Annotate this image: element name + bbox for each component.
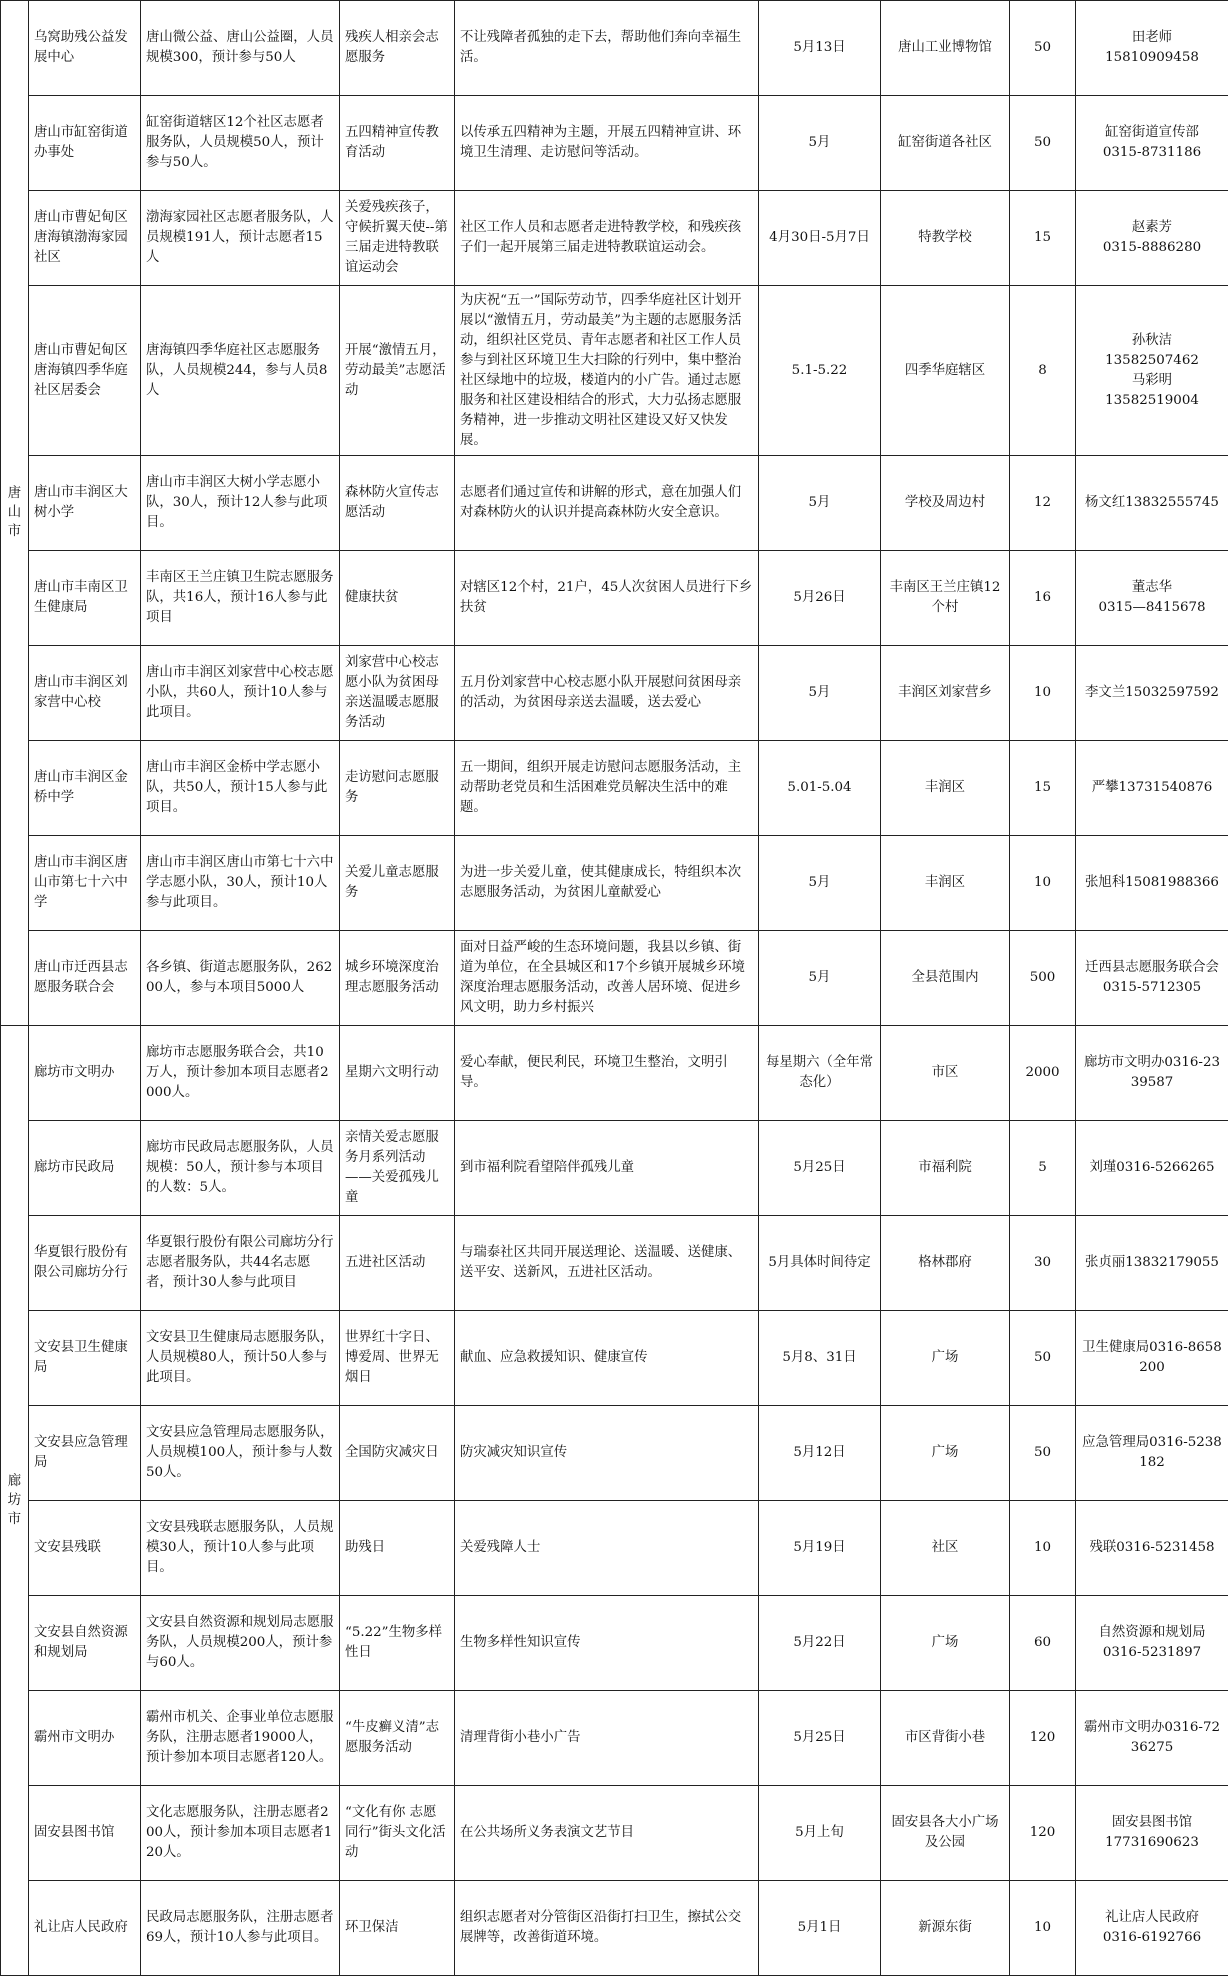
team-cell: 唐山市丰润区唐山市第七十六中学志愿小队，30人，预计10人参与此项目。 <box>141 836 340 931</box>
team-cell: 唐山市丰润区大树小学志愿小队，30人，预计12人参与此项目。 <box>141 456 340 551</box>
contact-cell: 董志华 0315—8415678 <box>1076 551 1228 646</box>
content-cell: 防灾减灾知识宣传 <box>455 1406 759 1501</box>
table-row <box>1 1121 1228 1216</box>
time-cell: 5月具体时间待定 <box>759 1216 881 1311</box>
count-cell: 8 <box>1010 286 1076 456</box>
contact-cell: 卫生健康局0316-8658200 <box>1076 1311 1228 1406</box>
content-cell: 在公共场所义务表演文艺节目 <box>455 1786 759 1881</box>
org-cell: 廊坊市民政局 <box>29 1121 141 1216</box>
project-cell: 城乡环境深度治理志愿服务活动 <box>340 931 455 1026</box>
content-cell: 社区工作人员和志愿者走进特教学校，和残疾孩子们一起开展第三届走进特教联谊运动会。 <box>455 191 759 286</box>
count-cell: 16 <box>1010 551 1076 646</box>
project-cell: 刘家营中心校志愿小队为贫困母亲送温暖志愿服务活动 <box>340 646 455 741</box>
org-cell: 唐山市曹妃甸区唐海镇四季华庭社区居委会 <box>29 286 141 456</box>
time-cell: 5.01-5.04 <box>759 741 881 836</box>
project-cell: 森林防火宣传志愿活动 <box>340 456 455 551</box>
project-cell: 关爱残疾孩子，守候折翼天使--第三届走进特教联谊运动会 <box>340 191 455 286</box>
place-cell: 社区 <box>881 1501 1010 1596</box>
contact-cell: 张旭科15081988366 <box>1076 836 1228 931</box>
table-row <box>1 1691 1228 1786</box>
content-cell: 组织志愿者对分管街区沿街打扫卫生，擦拭公交展牌等，改善街道环境。 <box>455 1881 759 1976</box>
team-cell: 廊坊市志愿服务联合会，共10万人，预计参加本项目志愿者2000人。 <box>141 1026 340 1121</box>
project-cell: 全国防灾减灾日 <box>340 1406 455 1501</box>
table-row <box>1 1501 1228 1596</box>
contact-cell: 残联0316-5231458 <box>1076 1501 1228 1596</box>
place-cell: 新源东街 <box>881 1881 1010 1976</box>
contact-cell: 缸窑街道宣传部 0315-8731186 <box>1076 96 1228 191</box>
city-label: 廊坊市 <box>7 1473 22 1527</box>
time-cell: 5月 <box>759 646 881 741</box>
place-cell: 广场 <box>881 1406 1010 1501</box>
table-row <box>1 191 1228 286</box>
org-cell: 文安县卫生健康局 <box>29 1311 141 1406</box>
contact-cell: 赵素芳 0315-8886280 <box>1076 191 1228 286</box>
place-cell: 丰润区 <box>881 836 1010 931</box>
count-cell: 50 <box>1010 1 1076 96</box>
table-row <box>1 1596 1228 1691</box>
contact-cell: 迁西县志愿服务联合会 0315-5712305 <box>1076 931 1228 1026</box>
contact-cell: 孙秋洁 13582507462 马彩明 13582519004 <box>1076 286 1228 456</box>
count-cell: 10 <box>1010 646 1076 741</box>
table-row <box>1 456 1228 551</box>
project-cell: 环卫保洁 <box>340 1881 455 1976</box>
count-cell: 60 <box>1010 1596 1076 1691</box>
time-cell: 5月25日 <box>759 1121 881 1216</box>
project-cell: 助残日 <box>340 1501 455 1596</box>
org-cell: 唐山市丰润区刘家营中心校 <box>29 646 141 741</box>
count-cell: 10 <box>1010 1881 1076 1976</box>
team-cell: 缸窑街道辖区12个社区志愿者服务队，人员规模50人，预计参与50人。 <box>141 96 340 191</box>
time-cell: 5月19日 <box>759 1501 881 1596</box>
contact-cell: 张贞丽13832179055 <box>1076 1216 1228 1311</box>
place-cell: 格林郡府 <box>881 1216 1010 1311</box>
project-cell: 五进社区活动 <box>340 1216 455 1311</box>
project-cell: 关爱儿童志愿服务 <box>340 836 455 931</box>
table-row <box>1 646 1228 741</box>
time-cell: 5月26日 <box>759 551 881 646</box>
content-cell: 为庆祝“五一”国际劳动节，四季华庭社区计划开展以“激情五月，劳动最美”为主题的志愿服务活动，组织社区党员、青年志愿者和社区工作人员参与到社区环境卫生大扫除的行列中，集中整治社区绿地中的垃圾，楼道内的小广告。通过志愿服务和社区建设相结合的形式，大力弘扬志愿服务精神，进一步推动文明社区建设又好又快发展。 <box>455 286 759 456</box>
time-cell: 5月1日 <box>759 1881 881 1976</box>
city-cell <box>1 1026 29 1976</box>
team-cell: 文安县残联志愿服务队，人员规模30人，预计10人参与此项目。 <box>141 1501 340 1596</box>
count-cell: 12 <box>1010 456 1076 551</box>
count-cell: 120 <box>1010 1691 1076 1786</box>
org-cell: 文安县残联 <box>29 1501 141 1596</box>
table-row <box>1 1406 1228 1501</box>
count-cell: 50 <box>1010 1311 1076 1406</box>
count-cell: 10 <box>1010 1501 1076 1596</box>
table-row <box>1 1026 1228 1121</box>
org-cell: 唐山市丰润区大树小学 <box>29 456 141 551</box>
table-row <box>1 741 1228 836</box>
org-cell: 廊坊市文明办 <box>29 1026 141 1121</box>
table-row <box>1 1216 1228 1311</box>
place-cell: 特教学校 <box>881 191 1010 286</box>
contact-cell: 杨文红13832555745 <box>1076 456 1228 551</box>
table-row <box>1 551 1228 646</box>
table-row <box>1 1786 1228 1881</box>
time-cell: 5.1-5.22 <box>759 286 881 456</box>
contact-cell: 刘瑾0316-5266265 <box>1076 1121 1228 1216</box>
project-cell: 星期六文明行动 <box>340 1026 455 1121</box>
count-cell: 500 <box>1010 931 1076 1026</box>
table-row <box>1 836 1228 931</box>
content-cell: 五一期间，组织开展走访慰问志愿服务活动，主动帮助老党员和生活困难党员解决生活中的难题。 <box>455 741 759 836</box>
place-cell: 四季华庭辖区 <box>881 286 1010 456</box>
table-row <box>1 1881 1228 1976</box>
time-cell: 5月 <box>759 96 881 191</box>
city-label: 唐山市 <box>7 486 22 539</box>
time-cell: 5月13日 <box>759 1 881 96</box>
time-cell: 5月 <box>759 836 881 931</box>
table-row <box>1 1 1228 96</box>
team-cell: 渤海家园社区志愿者服务队，人员规模191人，预计志愿者15人 <box>141 191 340 286</box>
count-cell: 50 <box>1010 96 1076 191</box>
content-cell: 志愿者们通过宣传和讲解的形式，意在加强人们对森林防火的认识并提高森林防火安全意识。 <box>455 456 759 551</box>
contact-cell: 霸州市文明办0316-7236275 <box>1076 1691 1228 1786</box>
count-cell: 10 <box>1010 836 1076 931</box>
content-cell: 不让残障者孤独的走下去，帮助他们奔向幸福生活。 <box>455 1 759 96</box>
org-cell: 文安县应急管理局 <box>29 1406 141 1501</box>
table-body <box>1 1 1228 1976</box>
count-cell: 15 <box>1010 191 1076 286</box>
team-cell: 文安县卫生健康局志愿服务队，人员规模80人，预计50人参与此项目。 <box>141 1311 340 1406</box>
time-cell: 5月12日 <box>759 1406 881 1501</box>
place-cell: 市区背街小巷 <box>881 1691 1010 1786</box>
org-cell: 礼让店人民政府 <box>29 1881 141 1976</box>
place-cell: 唐山工业博物馆 <box>881 1 1010 96</box>
content-cell: 对辖区12个村，21户，45人次贫困人员进行下乡扶贫 <box>455 551 759 646</box>
project-cell: 走访慰问志愿服务 <box>340 741 455 836</box>
content-cell: 面对日益严峻的生态环境问题，我县以乡镇、街道为单位，在全县城区和17个乡镇开展城乡环境深度治理志愿服务活动，改善人居环境、促进乡风文明，助力乡村振兴 <box>455 931 759 1026</box>
project-cell: 健康扶贫 <box>340 551 455 646</box>
team-cell: 文安县自然资源和规划局志愿服务队，人员规模200人，预计参与60人。 <box>141 1596 340 1691</box>
team-cell: 文化志愿服务队，注册志愿者200人，预计参加本项目志愿者120人。 <box>141 1786 340 1881</box>
place-cell: 市区 <box>881 1026 1010 1121</box>
content-cell: 献血、应急救援知识、健康宣传 <box>455 1311 759 1406</box>
org-cell: 唐山市迁西县志愿服务联合会 <box>29 931 141 1026</box>
place-cell: 广场 <box>881 1596 1010 1691</box>
contact-cell: 严攀13731540876 <box>1076 741 1228 836</box>
org-cell: 霸州市文明办 <box>29 1691 141 1786</box>
content-cell: 五月份刘家营中心校志愿小队开展慰问贫困母亲的活动，为贫困母亲送去温暖，送去爱心 <box>455 646 759 741</box>
org-cell: 固安县图书馆 <box>29 1786 141 1881</box>
project-cell: 开展“激情五月，劳动最美”志愿活动 <box>340 286 455 456</box>
team-cell: 民政局志愿服务队，注册志愿者69人，预计10人参与此项目。 <box>141 1881 340 1976</box>
org-cell: 唐山市缸窑街道办事处 <box>29 96 141 191</box>
project-cell: 五四精神宣传教育活动 <box>340 96 455 191</box>
project-cell: “5.22”生物多样性日 <box>340 1596 455 1691</box>
team-cell: 唐海镇四季华庭社区志愿服务队，人员规模244，参与人员8人 <box>141 286 340 456</box>
org-cell: 唐山市丰润区唐山市第七十六中学 <box>29 836 141 931</box>
contact-cell: 应急管理局0316-5238182 <box>1076 1406 1228 1501</box>
time-cell: 5月8、31日 <box>759 1311 881 1406</box>
count-cell: 30 <box>1010 1216 1076 1311</box>
content-cell: 爱心奉献，便民利民，环境卫生整治，文明引导。 <box>455 1026 759 1121</box>
team-cell: 华夏银行股份有限公司廊坊分行志愿者服务队，共44名志愿者，预计30人参与此项目 <box>141 1216 340 1311</box>
contact-cell: 田老师 15810909458 <box>1076 1 1228 96</box>
count-cell: 50 <box>1010 1406 1076 1501</box>
contact-cell: 自然资源和规划局 0316-5231897 <box>1076 1596 1228 1691</box>
content-cell: 为进一步关爱儿童，使其健康成长，特组织本次志愿服务活动，为贫困儿童献爱心 <box>455 836 759 931</box>
team-cell: 文安县应急管理局志愿服务队，人员规模100人，预计参与人数50人。 <box>141 1406 340 1501</box>
place-cell: 广场 <box>881 1311 1010 1406</box>
time-cell: 4月30日-5月7日 <box>759 191 881 286</box>
project-cell: “文化有你 志愿同行”街头文化活动 <box>340 1786 455 1881</box>
table-row <box>1 931 1228 1026</box>
content-cell: 以传承五四精神为主题，开展五四精神宣讲、环境卫生清理、走访慰问等活动。 <box>455 96 759 191</box>
count-cell: 2000 <box>1010 1026 1076 1121</box>
time-cell: 5月 <box>759 931 881 1026</box>
content-cell: 清理背街小巷小广告 <box>455 1691 759 1786</box>
time-cell: 5月25日 <box>759 1691 881 1786</box>
time-cell: 5月22日 <box>759 1596 881 1691</box>
contact-cell: 礼让店人民政府 0316-6192766 <box>1076 1881 1228 1976</box>
team-cell: 丰南区王兰庄镇卫生院志愿服务队，共16人，预计16人参与此项目 <box>141 551 340 646</box>
team-cell: 霸州市机关、企事业单位志愿服务队，注册志愿者19000人，预计参加本项目志愿者120人。 <box>141 1691 340 1786</box>
project-cell: “牛皮癣义清”志愿服务活动 <box>340 1691 455 1786</box>
org-cell: 唐山市丰润区金桥中学 <box>29 741 141 836</box>
content-cell: 与瑞泰社区共同开展送理论、送温暖、送健康、送平安、送新风，五进社区活动。 <box>455 1216 759 1311</box>
place-cell: 学校及周边村 <box>881 456 1010 551</box>
place-cell: 丰南区王兰庄镇12个村 <box>881 551 1010 646</box>
time-cell: 5月 <box>759 456 881 551</box>
project-cell: 亲情关爱志愿服务月系列活动——关爱孤残儿童 <box>340 1121 455 1216</box>
place-cell: 丰润区 <box>881 741 1010 836</box>
place-cell: 丰润区刘家营乡 <box>881 646 1010 741</box>
place-cell: 固安县各大小广场及公园 <box>881 1786 1010 1881</box>
org-cell: 文安县自然资源和规划局 <box>29 1596 141 1691</box>
table-row <box>1 96 1228 191</box>
place-cell: 全县范围内 <box>881 931 1010 1026</box>
count-cell: 120 <box>1010 1786 1076 1881</box>
contact-cell: 固安县图书馆 17731690623 <box>1076 1786 1228 1881</box>
count-cell: 5 <box>1010 1121 1076 1216</box>
org-cell: 华夏银行股份有限公司廊坊分行 <box>29 1216 141 1311</box>
org-cell: 乌窝助残公益发展中心 <box>29 1 141 96</box>
contact-cell: 李文兰15032597592 <box>1076 646 1228 741</box>
project-cell: 世界红十字日、博爱周、世界无烟日 <box>340 1311 455 1406</box>
team-cell: 唐山市丰润区金桥中学志愿小队，共50人，预计15人参与此项目。 <box>141 741 340 836</box>
contact-cell: 廊坊市文明办0316-2339587 <box>1076 1026 1228 1121</box>
team-cell: 唐山市丰润区刘家营中心校志愿小队，共60人，预计10人参与此项目。 <box>141 646 340 741</box>
project-cell: 残疾人相亲会志愿服务 <box>340 1 455 96</box>
city-cell <box>1 1 29 1026</box>
team-cell: 廊坊市民政局志愿服务队，人员规模：50人，预计参与本项目的人数：5人。 <box>141 1121 340 1216</box>
team-cell: 唐山微公益、唐山公益圈，人员规模300，预计参与50人 <box>141 1 340 96</box>
org-cell: 唐山市丰南区卫生健康局 <box>29 551 141 646</box>
time-cell: 每星期六（全年常态化） <box>759 1026 881 1121</box>
table-row <box>1 1311 1228 1406</box>
team-cell: 各乡镇、街道志愿服务队，26200人，参与本项目5000人 <box>141 931 340 1026</box>
content-cell: 关爱残障人士 <box>455 1501 759 1596</box>
place-cell: 缸窑街道各社区 <box>881 96 1010 191</box>
count-cell: 15 <box>1010 741 1076 836</box>
content-cell: 生物多样性知识宣传 <box>455 1596 759 1691</box>
table-row <box>1 286 1228 456</box>
time-cell: 5月上旬 <box>759 1786 881 1881</box>
org-cell: 唐山市曹妃甸区唐海镇渤海家园社区 <box>29 191 141 286</box>
place-cell: 市福利院 <box>881 1121 1010 1216</box>
content-cell: 到市福利院看望陪伴孤残儿童 <box>455 1121 759 1216</box>
